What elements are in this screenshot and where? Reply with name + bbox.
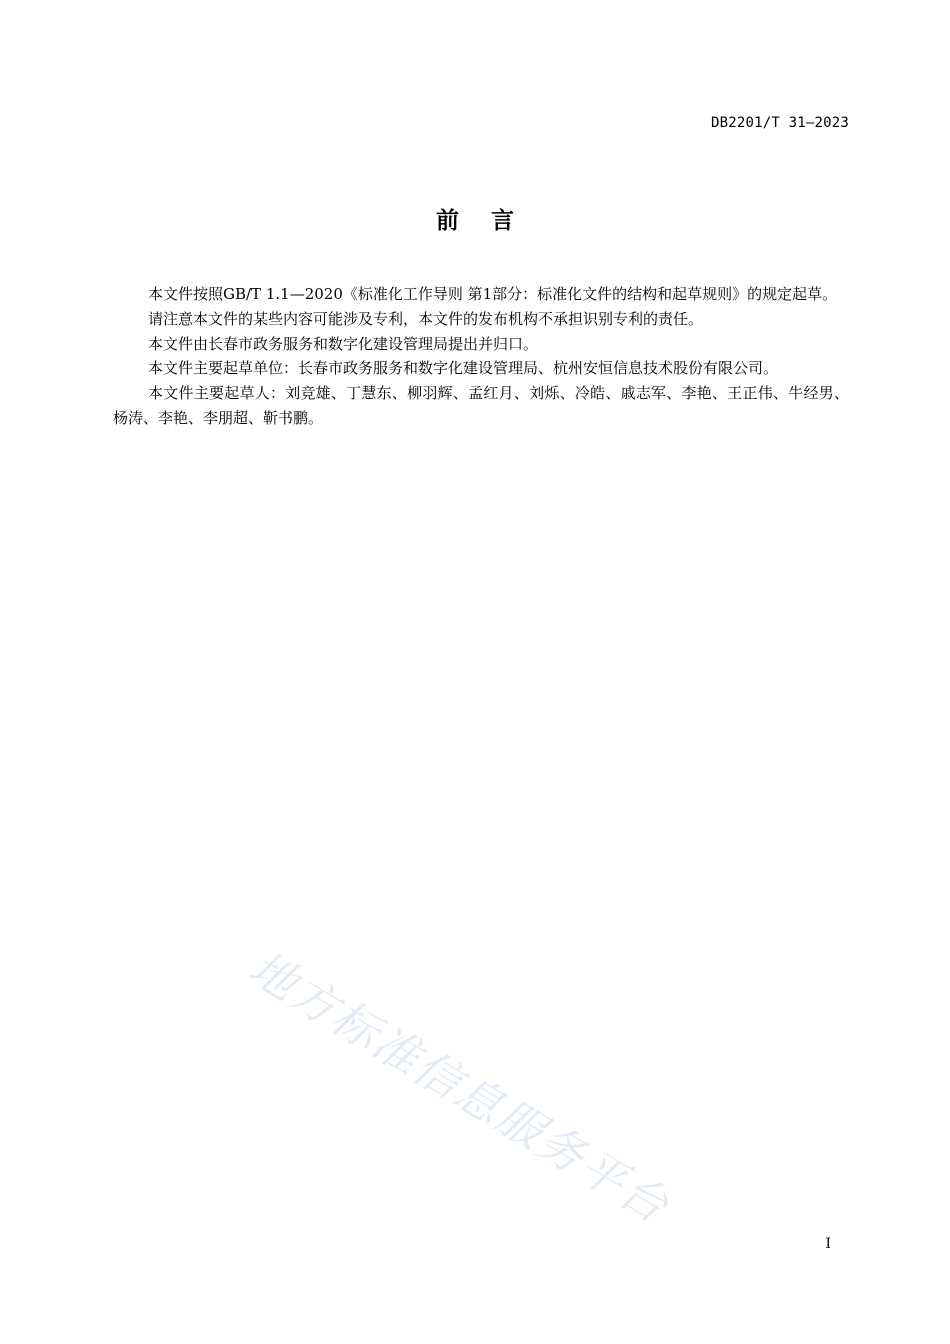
document-code: DB2201/T 31—2023 [710, 115, 849, 131]
page-title: 前 言 [435, 208, 515, 234]
paragraph-proposer: 本文件由长春市政务服务和数字化建设管理局提出并归口。 [148, 334, 539, 353]
watermark: 地方标准信息服务平台 [239, 940, 679, 1234]
foreword-body [113, 282, 849, 431]
page-number: I [825, 1236, 831, 1252]
paragraph-drafting-rules: 本文件按照GB/T 1.1—2020《标准化工作导则 第1部分：标准化文件的结构和起草规则》的规定起草。 [148, 285, 838, 303]
paragraph-drafters: 本文件主要起草人：刘竞雄、丁慧东、柳羽辉、孟红月、刘烁、冷皓、戚志军、李艳、王正伟、牛经男、杨涛、李艳、李朋超、靳书鹏。 [113, 384, 849, 427]
paragraph-patent-notice: 请注意本文件的某些内容可能涉及专利，本文件的发布机构不承担识别专利的责任。 [148, 309, 704, 328]
paragraph-drafting-units: 本文件主要起草单位：长春市政务服务和数字化建设管理局、杭州安恒信息技术股份有限公司。 [148, 359, 779, 378]
